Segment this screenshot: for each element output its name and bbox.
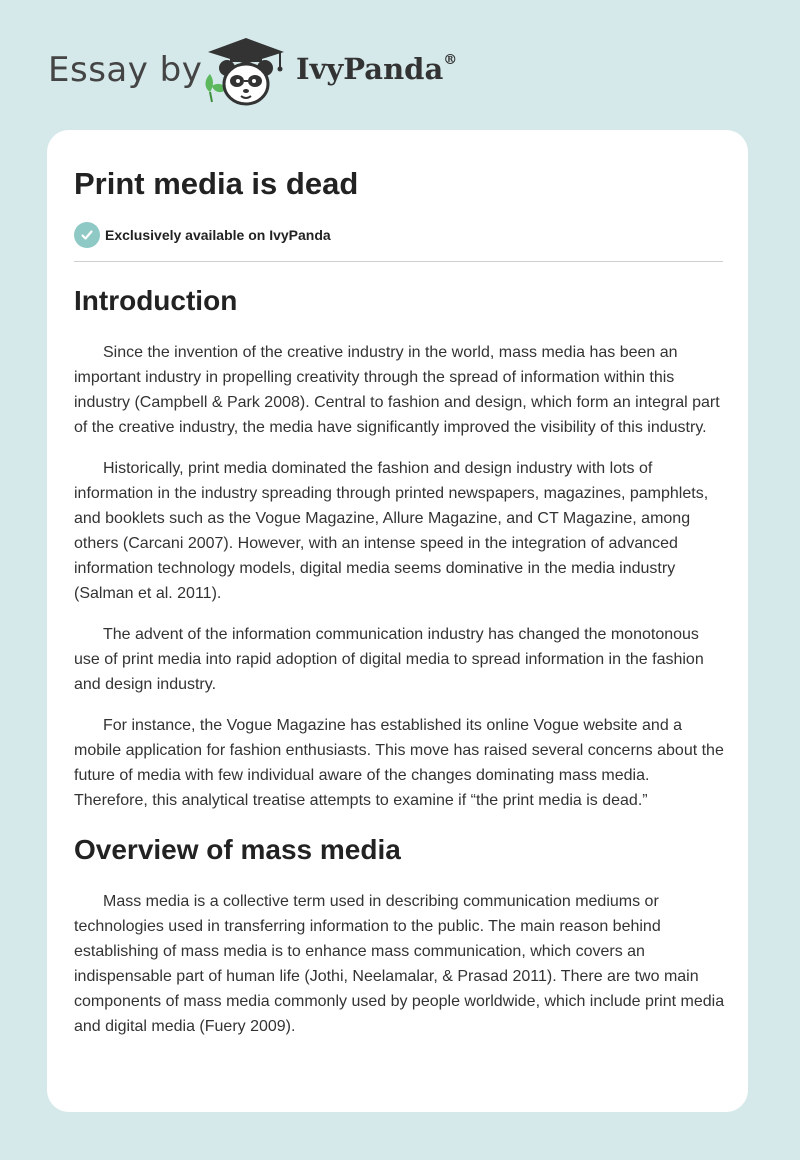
paragraph: Mass media is a collective term used in describing communication mediums or technologies used in transferring information to the public. The main reason behind establishing of mass media is to enhance mass communication, which covers an indispensable part of human life (Jothi, Neelamalar, & Prasad 2011). There are two main components of mass media commonly used by people worldwide, which include print media and digital media (Fuery 2009). <box>74 893 725 1035</box>
paragraph: Since the invention of the creative industry in the world, mass media has been an important industry in propelling creativity through the spread of information within this industry (Campbell & Park 2008). Central to fashion and design, which form an integral part of the creative industry, the media have significantly improved the visibility of this industry. <box>74 344 720 436</box>
divider <box>74 261 723 262</box>
panda-graduate-icon[interactable] <box>200 36 292 110</box>
section-heading-introduction: Introduction <box>74 285 238 316</box>
registered-mark: ® <box>443 52 458 69</box>
paragraph: The advent of the information communication industry has changed the monotonous use of print media into rapid adoption of digital media to spread information in the fashion and design industry. <box>74 626 704 693</box>
article-body <box>74 280 726 1055</box>
article-card <box>47 130 748 1112</box>
section-heading-overview: Overview of mass media <box>74 834 401 865</box>
paragraph: For instance, the Vogue Magazine has established its online Vogue website and a mobile application for fashion enthusiasts. This move has raised several concerns about the future of media with few individual aware of the changes dominating mass media. Therefore, this analytical treatise attempts to examine if “the print media is dead.” <box>74 717 724 809</box>
page-title: Print media is dead <box>74 166 359 201</box>
exclusive-badge <box>74 222 331 248</box>
exclusive-badge-label: Exclusively available on IvyPanda <box>105 227 331 243</box>
essay-by-label: Essay by <box>48 50 203 90</box>
site-header <box>0 0 800 130</box>
brand-name[interactable] <box>296 52 457 86</box>
paragraph: Historically, print media dominated the fashion and design industry with lots of information in the industry spreading through printed newspapers, magazines, pamphlets, and booklets such as the Vogue Magazine, Allure Magazine, and CT Magazine, among others (Carcani 2007). However, with an intense speed in the integration of advanced information technology models, digital media seems dominative in the media industry (Salman et al. 2011). <box>74 460 709 602</box>
brand-name-text: IvyPanda <box>296 52 444 86</box>
check-icon <box>74 222 100 248</box>
